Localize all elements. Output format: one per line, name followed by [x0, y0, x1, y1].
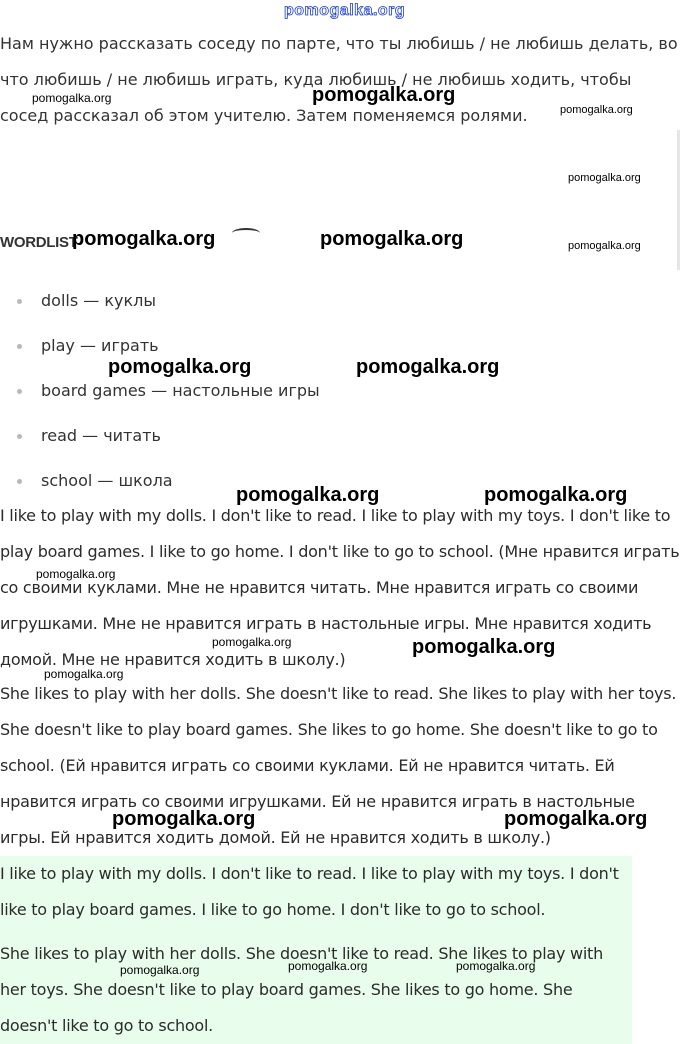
- watermark: pomogalka.org: [356, 356, 500, 378]
- answer-box: [0, 856, 632, 1044]
- bullet-icon: [17, 479, 22, 484]
- watermark: pomogalka.org: [312, 84, 456, 106]
- watermark: pomogalka.org: [36, 567, 116, 581]
- watermark: pomogalka.org: [504, 808, 648, 830]
- answer-paragraph-first-person: I like to play with my dolls. I don't like to read. I like to play with my toys. I don't like to play board games. I like to go home. I don't like to go to school.: [0, 864, 619, 919]
- list-item: [0, 284, 320, 329]
- list-item: [0, 374, 320, 419]
- wordlist-heading: WORDLIST: [0, 234, 78, 251]
- example-paragraph-third-person: She likes to play with her dolls. She doesn't like to read. She likes to play with her toys. She doesn't like to play board games. She likes to go home. She doesn't like to go to school. (Ей нравится играть со своими куклами. Ей не нравится читать. Ей нравится играть со своими игрушками. Ей не нравится играть в настольные игры. Ей нравится ходить домой. Ей не нравится ходить в школу.): [0, 684, 677, 847]
- watermark: pomogalka.org: [484, 484, 628, 506]
- bullet-icon: [17, 299, 22, 304]
- word-entry: read — читать: [41, 426, 161, 445]
- watermark: pomogalka.org: [212, 635, 292, 649]
- example-paragraph-first-person: I like to play with my dolls. I don't like to read. I like to play with my toys. I don't like to play board games. I like to go home. I don't like to go to school. (Мне нравится играть со своими куклами. Мне не нравится читать. Мне нравится играть со своими игрушками. Мне не нравится играть в настольные игры. Мне нравится ходить домой. Мне не нравится ходить в школу.): [0, 506, 680, 669]
- watermark: pomogalka.org: [412, 636, 556, 658]
- word-entry: dolls — куклы: [41, 291, 156, 310]
- bullet-icon: [17, 389, 22, 394]
- word-entry: play — играть: [41, 336, 159, 355]
- watermark: pomogalka.org: [568, 240, 641, 252]
- watermark: pomogalka.org: [288, 959, 368, 973]
- watermark: pomogalka.org: [112, 808, 256, 830]
- watermark: pomogalka.org: [456, 959, 536, 973]
- word-entry: school — школа: [41, 471, 173, 490]
- watermark: pomogalka.org: [568, 172, 641, 184]
- bullet-icon: [17, 434, 22, 439]
- watermark: pomogalka.org: [120, 963, 200, 977]
- watermark: pomogalka.org: [32, 91, 112, 105]
- watermark: pomogalka.org: [108, 356, 252, 378]
- watermark: pomogalka.org: [560, 104, 633, 116]
- site-logo: pomogalka.org: [284, 2, 406, 19]
- watermark: pomogalka.org: [320, 228, 464, 250]
- list-item: [0, 419, 320, 464]
- watermark: pomogalka.org: [72, 228, 216, 250]
- word-entry: board games — настольные игры: [41, 381, 320, 400]
- task-instruction: Нам нужно рассказать соседу по парте, что ты любишь / не любишь делать, во что любишь / не любишь играть, куда любишь / не любишь ходить, чтобы сосед рассказал об этом учителю. Затем поменяемся ролями.: [0, 34, 678, 125]
- watermark: pomogalka.org: [236, 484, 380, 506]
- decorative-arc: [232, 228, 260, 238]
- bullet-icon: [17, 344, 22, 349]
- answer-paragraph-third-person: She likes to play with her dolls. She doesn't like to read. She likes to play with her toys. She doesn't like to play board games. She likes to go home. She doesn't like to go to school.: [0, 944, 603, 1035]
- watermark: pomogalka.org: [44, 667, 124, 681]
- wordlist: [0, 284, 320, 509]
